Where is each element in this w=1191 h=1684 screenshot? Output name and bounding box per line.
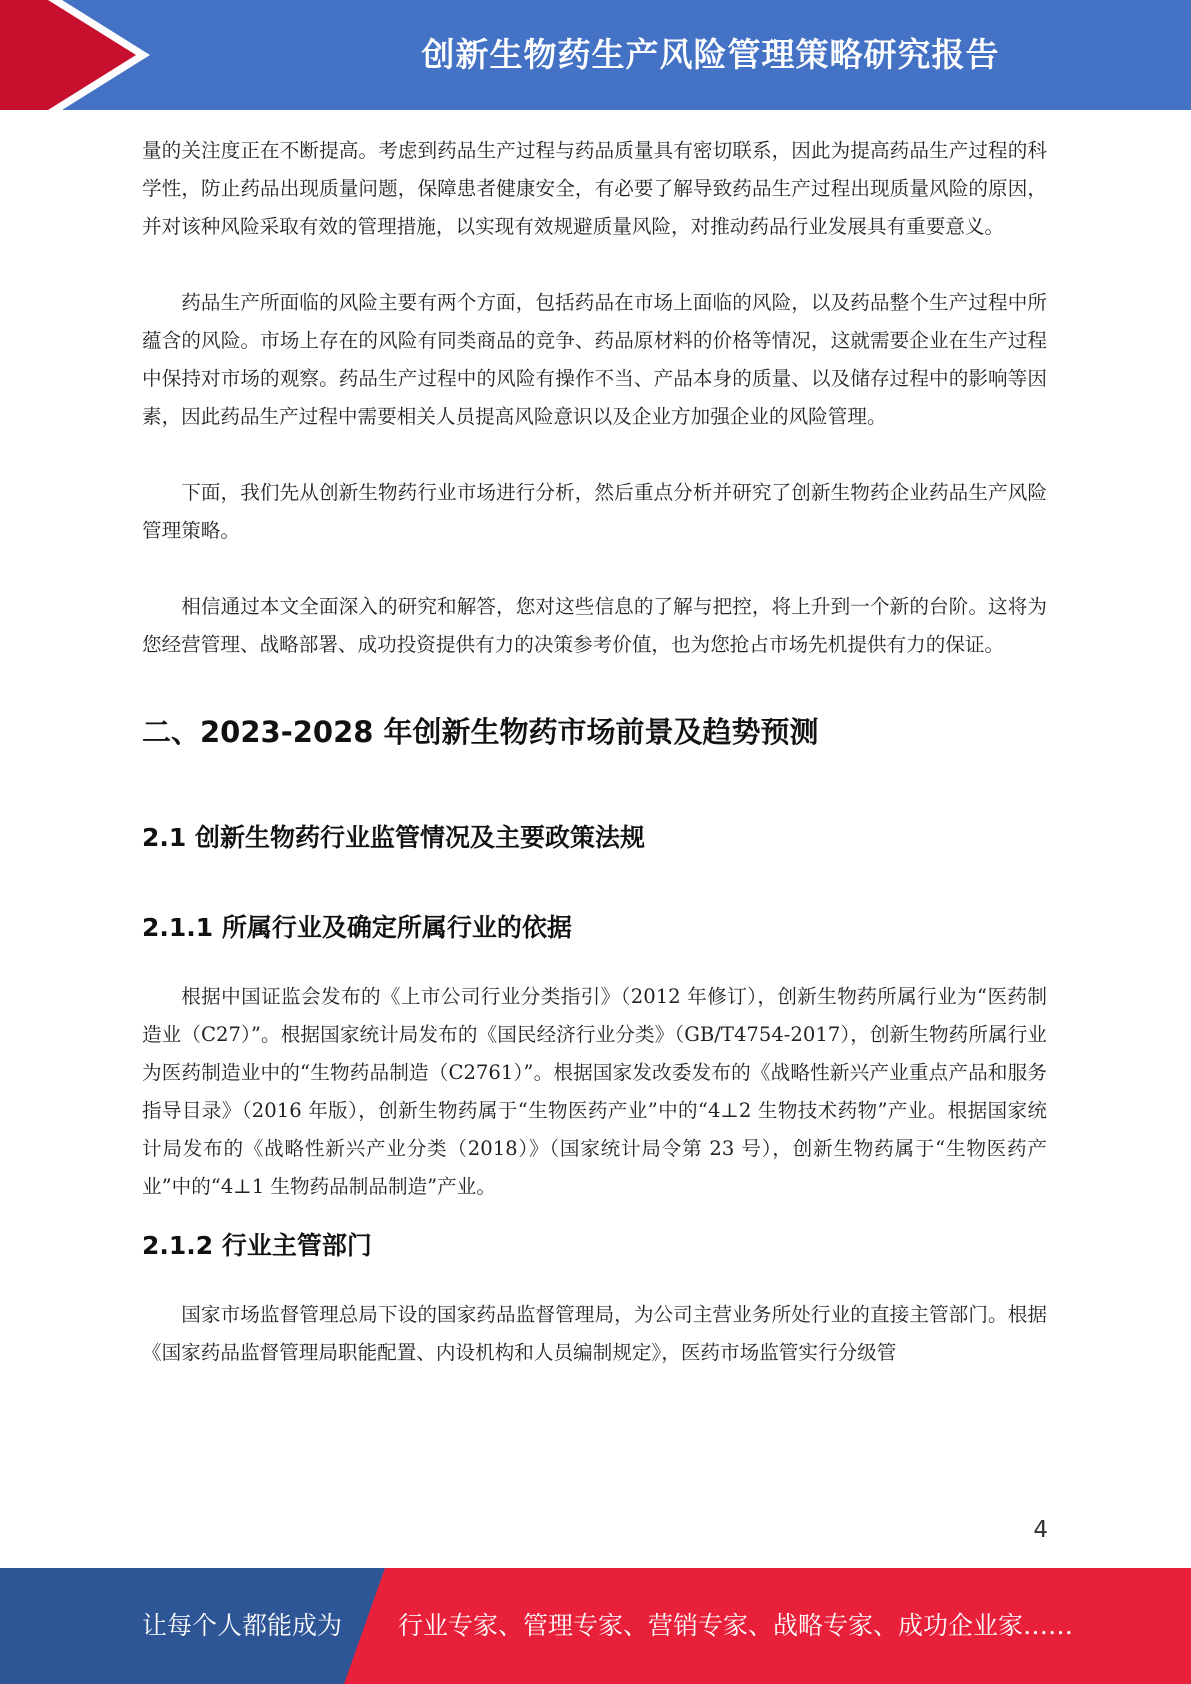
subsection-heading-2-1-1: 2.1.1 所属行业及确定所属行业的依据 [142,913,572,942]
subsection-heading-2-1-2: 2.1.2 行业主管部门 [142,1231,372,1260]
page-footer-banner [0,1568,1191,1684]
paragraph-regulatory-authority: 国家市场监督管理总局下设的国家药品监督管理局，为公司主营业务所处行业的直接主管部门。根据《国家药品监督管理局职能配置、内设机构和人员编制规定》，医药市场监管实行分级管 [142,1303,1047,1364]
page-header-banner [0,0,1191,110]
paragraph-analysis-intro: 下面，我们先从创新生物药行业市场进行分析，然后重点分析并研究了创新生物药企业药品生产风险管理策略。 [142,481,1047,542]
subsection-heading-2-1: 2.1 创新生物药行业监管情况及主要政策法规 [142,823,645,852]
paragraph-industry-classification: 根据中国证监会发布的《上市公司行业分类指引》（2012 年修订），创新生物药所属行业为“医药制造业（C27）”。根据国家统计局发布的《国民经济行业分类》（GB/T4754-2017），创新生物药所属行业为医药制造业中的“生物药品制造（C2761）”。根据国家发改委发布的《战略性新兴产业重点产品和服务指导目录》（2016 年版），创新生物药属于“生物医药产业”中的“4⊥2 生物技术药物”产业。根据国家统计局发布的《战略性新兴产业分类（2018）》（国家统计局令第 23 号），创新生物药属于“生物医药产业”中的“4⊥1 生物药品制品制造”产业。 [142,985,1047,1198]
paragraph-report-value: 相信通过本文全面深入的研究和解答，您对这些信息的了解与把控，将上升到一个新的台阶。这将为您经营管理、战略部署、成功投资提供有力的决策参考价值，也为您抢占市场先机提供有力的保证。 [142,595,1047,656]
report-title: 创新生物药生产风险管理策略研究报告 [421,35,1000,74]
section-heading-2: 二、2023-2028 年创新生物药市场前景及趋势预测 [142,715,819,749]
page-number: 4 [1033,1517,1048,1543]
paragraph-production-risks: 药品生产所面临的风险主要有两个方面，包括药品在市场上面临的风险，以及药品整个生产过程中所蕴含的风险。市场上存在的风险有同类商品的竞争、药品原材料的价格等情况，这就需要企业在生产过程中保持对市场的观察。药品生产过程中的风险有操作不当、产品本身的质量、以及储存过程中的影响等因素，因此药品生产过程中需要相关人员提高风险意识以及企业方加强企业的风险管理。 [142,291,1047,428]
page-content [142,132,1047,1372]
footer-slogan-right: 行业专家、管理专家、营销专家、战略专家、成功企业家…… [398,1611,1074,1640]
header-chevron-arrow [0,0,140,110]
footer-slogan-left: 让每个人都能成为 [142,1611,343,1640]
paragraph-quality-risk: 量的关注度正在不断提高。考虑到药品生产过程与药品质量具有密切联系，因此为提高药品生产过程的科学性，防止药品出现质量问题，保障患者健康安全，有必要了解导致药品生产过程出现质量风险的原因，并对该种风险采取有效的管理措施，以实现有效规避质量风险，对推动药品行业发展具有重要意义。 [142,139,1047,238]
